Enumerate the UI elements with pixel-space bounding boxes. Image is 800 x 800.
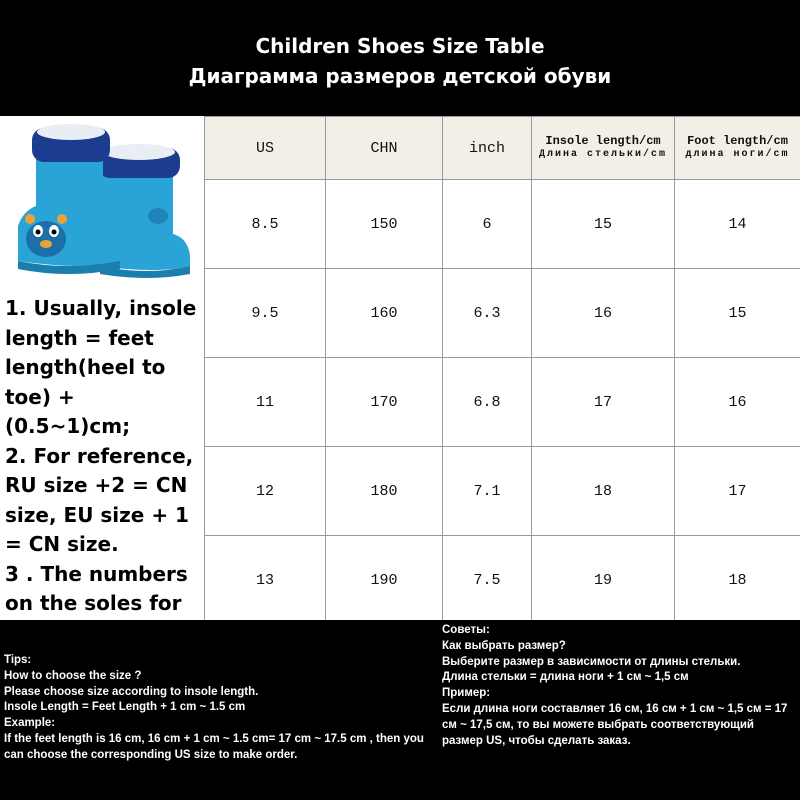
col-header-inch: inch bbox=[443, 117, 532, 180]
cell-inch: 6 bbox=[443, 180, 532, 269]
cell-us: 8.5 bbox=[205, 180, 326, 269]
cell-us: 13 bbox=[205, 536, 326, 625]
table-header-row bbox=[205, 117, 800, 180]
cell-us: 11 bbox=[205, 358, 326, 447]
tips-en-line: How to choose the size ? bbox=[4, 669, 142, 682]
tips-ru-line: Как выбрать размер? bbox=[442, 639, 566, 652]
col-header-us: US bbox=[205, 117, 326, 180]
table-row bbox=[205, 269, 800, 358]
tips-en-line: Example: bbox=[4, 717, 56, 730]
col-header-insole: Insole length/cm Длина стельки/cm bbox=[532, 117, 675, 180]
tips-ru-line: Советы: bbox=[442, 624, 490, 636]
tips-ru-line: Если длина ноги составляет 16 см, 16 см + 1 см ~ 1,5 см = 17 см ~ 17,5 см, то вы можете выбрать соответствующий размер US, чтобы сделать заказ. bbox=[442, 702, 788, 747]
tips-en-line: Please choose size according to insole length. bbox=[4, 685, 259, 698]
cell-us: 9.5 bbox=[205, 269, 326, 358]
left-panel bbox=[0, 116, 204, 620]
cell-insole: 17 bbox=[532, 358, 675, 447]
table-row bbox=[205, 536, 800, 625]
title-en: Children Shoes Size Table bbox=[255, 34, 545, 58]
cell-insole: 16 bbox=[532, 269, 675, 358]
note-2: 2. For reference, RU size +2 = CN size, EU size + 1 = CN size. bbox=[5, 443, 194, 556]
title-ru: Диаграмма размеров детской обуви bbox=[188, 64, 612, 88]
cell-insole: 15 bbox=[532, 180, 675, 269]
tips-russian bbox=[442, 623, 798, 749]
tips-en-line: If the feet length is 16 cm, 16 cm + 1 cm ~ 1.5 cm= 17 cm ~ 17.5 cm , then you can choose the corresponding US size to make order. bbox=[4, 732, 424, 761]
cell-foot: 18 bbox=[675, 536, 800, 625]
cell-inch: 6.3 bbox=[443, 269, 532, 358]
table-row bbox=[205, 447, 800, 536]
cell-chn: 160 bbox=[326, 269, 443, 358]
cell-us: 12 bbox=[205, 447, 326, 536]
note-1: 1. Usually, insole length = feet length(heel to toe) + (0.5~1)cm; bbox=[5, 296, 197, 438]
cell-inch: 6.8 bbox=[443, 358, 532, 447]
size-table bbox=[204, 116, 800, 620]
cell-chn: 150 bbox=[326, 180, 443, 269]
tips-section bbox=[0, 620, 800, 800]
tips-ru-line: Выберите размер в зависимости от длины стельки. bbox=[442, 655, 741, 668]
rain-boots-illustration bbox=[8, 116, 198, 286]
cell-insole: 19 bbox=[532, 536, 675, 625]
tips-en-line: Insole Length = Feet Length + 1 cm ~ 1.5 cm bbox=[4, 701, 246, 714]
cell-foot: 17 bbox=[675, 447, 800, 536]
col-header-foot: Foot length/cm длина ноги/cm bbox=[675, 117, 800, 180]
cell-foot: 15 bbox=[675, 269, 800, 358]
cell-chn: 180 bbox=[326, 447, 443, 536]
cell-foot: 14 bbox=[675, 180, 800, 269]
tips-en-line: Tips: bbox=[4, 654, 32, 666]
tips-ru-line: Пример: bbox=[442, 687, 491, 700]
tips-english bbox=[4, 653, 436, 764]
cell-insole: 18 bbox=[532, 447, 675, 536]
cell-inch: 7.5 bbox=[443, 536, 532, 625]
table-row bbox=[205, 180, 800, 269]
cell-chn: 190 bbox=[326, 536, 443, 625]
cell-foot: 16 bbox=[675, 358, 800, 447]
table-row bbox=[205, 358, 800, 447]
cell-inch: 7.1 bbox=[443, 447, 532, 536]
cell-chn: 170 bbox=[326, 358, 443, 447]
size-notes bbox=[5, 294, 201, 648]
header bbox=[0, 0, 800, 116]
col-header-chn: CHN bbox=[326, 117, 443, 180]
tips-ru-line: Длина стельки = длина ноги + 1 см ~ 1,5 см bbox=[442, 671, 689, 684]
note-3: 3 . The numbers on the soles for bbox=[5, 561, 188, 615]
